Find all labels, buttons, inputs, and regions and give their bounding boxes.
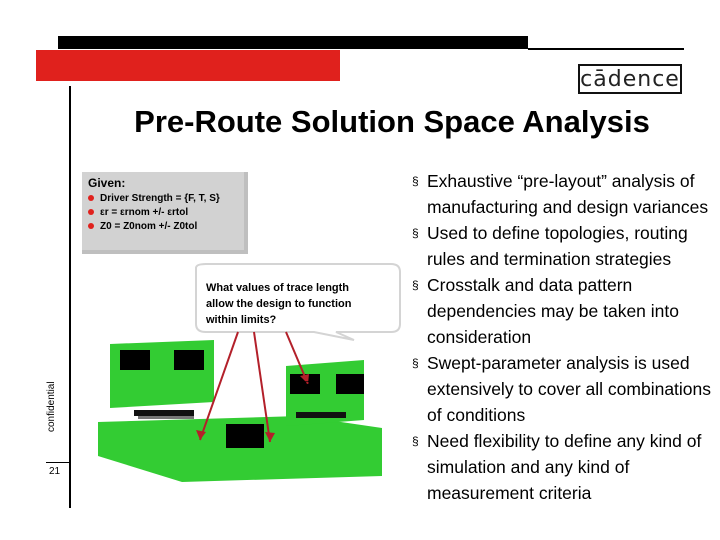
list-item xyxy=(412,350,712,428)
bullet-list xyxy=(412,168,712,506)
chip-label-p2: P2 xyxy=(180,355,196,368)
left-vertical-rule xyxy=(69,86,71,508)
chip-label-p3: P3 xyxy=(296,379,312,392)
red-bullet-icon xyxy=(88,209,94,215)
given-title: Given: xyxy=(88,176,126,190)
bullet-text: Exhaustive “pre-layout” analysis of manufacturing and design variances xyxy=(427,171,709,217)
bullet-text: Used to define topologies, routing rules and termination strategies xyxy=(427,223,688,269)
bubble-line: allow the design to function xyxy=(206,298,352,310)
red-bullet-icon xyxy=(88,195,94,201)
bullet-text: Need flexibility to define any kind of simulation and any kind of measurement criteria xyxy=(427,431,702,503)
chip-label-p4: P4 xyxy=(342,379,358,392)
page-number-rule xyxy=(46,462,69,463)
list-item xyxy=(412,220,712,272)
page-number: 21 xyxy=(49,466,61,477)
given-item xyxy=(88,191,238,205)
given-box xyxy=(82,172,248,254)
red-bullet-icon xyxy=(88,223,94,229)
given-item xyxy=(88,219,238,233)
header-red-bar xyxy=(36,50,340,81)
logo-text: cādence xyxy=(580,66,680,92)
bullet-marker: § xyxy=(412,278,419,292)
bubble-line: What values of trace length xyxy=(206,282,350,294)
edge-connector xyxy=(134,410,194,416)
bullet-marker: § xyxy=(412,226,419,240)
bullet-text: Swept-parameter analysis is used extensively to cover all combinations of conditions xyxy=(427,353,712,425)
bullet-marker: § xyxy=(412,434,419,448)
list-item xyxy=(412,272,712,350)
bubble-text xyxy=(206,280,384,328)
bullet-marker: § xyxy=(412,174,419,188)
given-item xyxy=(88,205,238,219)
given-item-text: Driver Strength = {F, T, S} xyxy=(100,192,220,204)
connector-slot xyxy=(138,416,194,419)
header-thin-line xyxy=(528,48,684,50)
confidential-label: confidential xyxy=(46,381,57,432)
bubble-line: within limits? xyxy=(206,314,277,326)
slide-title: Pre-Route Solution Space Analysis xyxy=(134,104,650,139)
header-black-bar xyxy=(58,36,528,49)
bullet-text: Crosstalk and data pattern dependencies may be taken into consideration xyxy=(427,275,679,347)
circuit-board-figure xyxy=(90,330,412,490)
given-item-text: εr = εrnom +/- εrtol xyxy=(100,206,189,218)
chip-label-cs: CS xyxy=(234,430,251,443)
list-item xyxy=(412,428,712,506)
list-item xyxy=(412,168,712,220)
cadence-logo xyxy=(578,64,682,94)
chip-label-p1: P1 xyxy=(126,355,142,368)
bullet-marker: § xyxy=(412,356,419,370)
given-item-text: Z0 = Z0nom +/- Z0tol xyxy=(100,220,198,232)
edge-connector xyxy=(296,412,346,418)
